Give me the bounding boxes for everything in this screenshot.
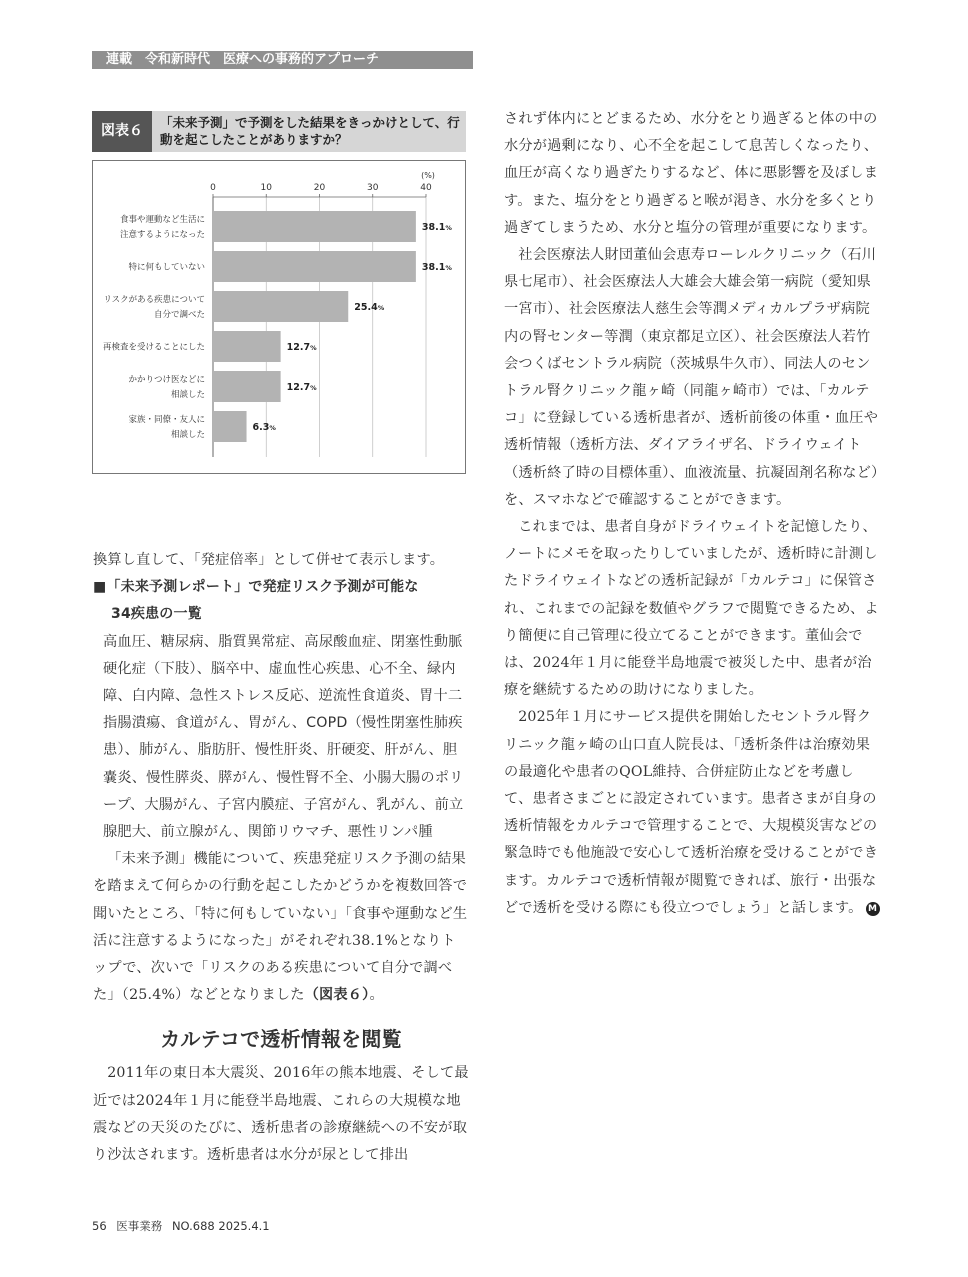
right-paragraph-4 [504,704,880,922]
section-heading: カルテコで透析情報を閲覧 [160,1027,402,1052]
bar-value-unit: % [377,304,385,312]
bar-value-label: 12.7% [286,382,317,393]
category-label: かかりつけ医などに [128,375,205,385]
bar [213,251,416,282]
x-tick-label: 10 [260,183,272,193]
category-label: 食事や運動など生活に [119,215,205,225]
chart-svg [93,161,465,473]
x-tick-label: 20 [313,183,326,193]
bar-value-label: 25.4% [354,302,385,313]
left-paragraph-2-end: 。 [369,987,384,1004]
category-label: 特に何もしていない [128,262,205,273]
disease-list: 高血圧、糖尿病、脂質異常症、高尿酸血症、閉塞性動脈硬化症（下肢）、脳卒中、虚血性心疾患、心不全、緑内障、白内障、急性ストレス反応、逆流性食道炎、胃十二指腸潰瘍、食道がん、胃がん、COPD（慢性閉塞性肺疾患）、肺がん、脂肪肝、慢性肝炎、肝硬変、肝がん、胆嚢炎、慢性膵炎、膵がん、慢性腎不全、小腸大腸のポリープ、大腸がん、子宮内膜症、子宮がん、乳がん、前立腺肥大、前立腺がん、関節リウマチ、悪性リンパ腫 [103,633,464,841]
figure-label: 図表６ [92,111,152,152]
bar-value-unit: % [269,424,276,432]
right-paragraph-2: 社会医療法人財団董仙会恵寿ローレルクリニック（石川県七尾市）、社会医療法人大雄会大雄会第一病院（愛知県一宮市）、社会医療法人慈生会等潤メディカルプラザ病院内の腎センター等潤（東京都足立区）、社会医療法人若竹会つくばセントラル病院（茨城県牛久市）、同法人のセントラル腎クリニック龍ヶ崎（同龍ヶ崎市）では、「カルテコ」に登録している透析患者が、透析前後の体重・血圧や透析情報（透析方法、ダイアライザ名、ドライウェイト（透析終了時の目標体重）、血液流量、抗凝固剤名称など）を、スマホなどで確認することができます。 [504,247,879,508]
left-paragraph-2-text: 「未来予測」機能について、疾患発症リスク予測の結果を踏まえて何らかの行動を起こしたかどうかを複数回答で聞いたところ、「特に何もしていない」「食事や運動など生活に注意するようになった」がそれぞれ38.1%となりトップで、次いで「リスクのある疾患について自分で調べた」（25.4%）などとなりました [93,851,468,1004]
left-paragraph-2 [93,846,469,1009]
disease-list-heading-2: 34疾患の一覧 [111,606,202,623]
disease-list-heading: ■「未来予測レポート」で発症リスク予測が可能な [93,579,419,596]
category-label: 家族・同僚・友人に [128,415,205,425]
category-label: 注意するようになった [119,230,205,240]
series-header: 連載 令和新時代 医療への事務的アプローチ [92,51,473,69]
bar-value-unit: % [445,224,452,232]
left-paragraph-1: 換算し直して、「発症倍率」として併せて表示します。 [93,552,445,568]
page-number: 56 [92,1219,107,1233]
x-tick-label: 40 [420,183,432,193]
end-mark-icon: M [866,902,880,916]
left-paragraph-3: 2011年の東日本大震災、2016年の熊本地震、そして最近では2024年１月に能登半島地震、これらの大規模な地震などの天災のたびに、透析患者の診療継続への不安が取り沙汰されます。透析患者は水分が尿として排出 [93,1065,469,1164]
category-label: 再検査を受けることにした [102,342,205,353]
issue-info: NO.688 2025.4.1 [171,1219,270,1233]
figure-reference: （図表６） [304,987,370,1004]
bar [213,411,247,442]
right-paragraph-1: されず体内にとどまるため、水分をとり過ぎると体の中の水分が過剰になり、心不全を起こして息苦しくなったり、血圧が高くなり過ぎたりするなど、体に悪影響を及ぼします。また、塩分をとり過ぎると喉が渇き、水分を多くとり過ぎてしまうため、水分と塩分の管理が重要になります。 [504,111,879,236]
category-label: 自分で調べた [153,310,205,320]
page-footer [92,1218,276,1234]
right-paragraph-4-text: 2025年１月にサービス提供を開始したセントラル腎クリニック龍ヶ崎の山口直人院長は、「透析条件は治療効果の最適化や患者のQOL維持、合併症防止などを考慮して、患者さまごとに設定されています。患者さまが自身の透析情報をカルテコで管理することで、大規模災害などの緊急時でも他施設で安心して透析治療を受けることができます。カルテコで透析情報が閲覧できれば、旅行・出張などで透析を受ける際にも役立つでしょう」と話します。 [504,709,879,916]
unit-label: (%) [421,171,435,180]
bar-chart [92,160,466,474]
bar [213,291,348,322]
category-label: 相談した [170,390,205,400]
figure-header [92,111,466,152]
figure-title: 「未来予測」で予測をした結果をきっかけとして、行動を起こしたことがありますか？ [160,115,460,147]
x-tick-label: 0 [210,183,216,193]
bar-value-label: 12.7% [286,342,317,353]
bar-value-unit: % [445,264,452,272]
bar-value-label: 38.1% [421,262,452,273]
category-label: 相談した [170,430,205,440]
bar [213,211,416,242]
bar-value-unit: % [310,344,317,352]
bar [213,331,281,362]
category-label: リスクがある疾患について [103,295,205,305]
x-tick-label: 30 [367,183,379,193]
bar-value-label: 38.1% [421,222,452,233]
magazine-name: 医事業務 [116,1219,163,1233]
bar-value-label: 6.3% [252,422,276,433]
left-column [93,547,469,1169]
right-paragraph-3: これまでは、患者自身がドライウェイトを記憶したり、ノートにメモを取ったりしていましたが、透析時に計測したドライウェイトなどの透析記録が「カルテコ」に保管され、これまでの記録を数値やグラフで閲覧できるため、より簡便に自己管理に役立てることができます。董仙会では、2024年１月に能登半島地震で被災した中、患者が治療を継続するための助けになりました。 [504,519,879,699]
bar [213,371,281,402]
bar-value-unit: % [310,384,317,392]
right-column [504,106,880,922]
